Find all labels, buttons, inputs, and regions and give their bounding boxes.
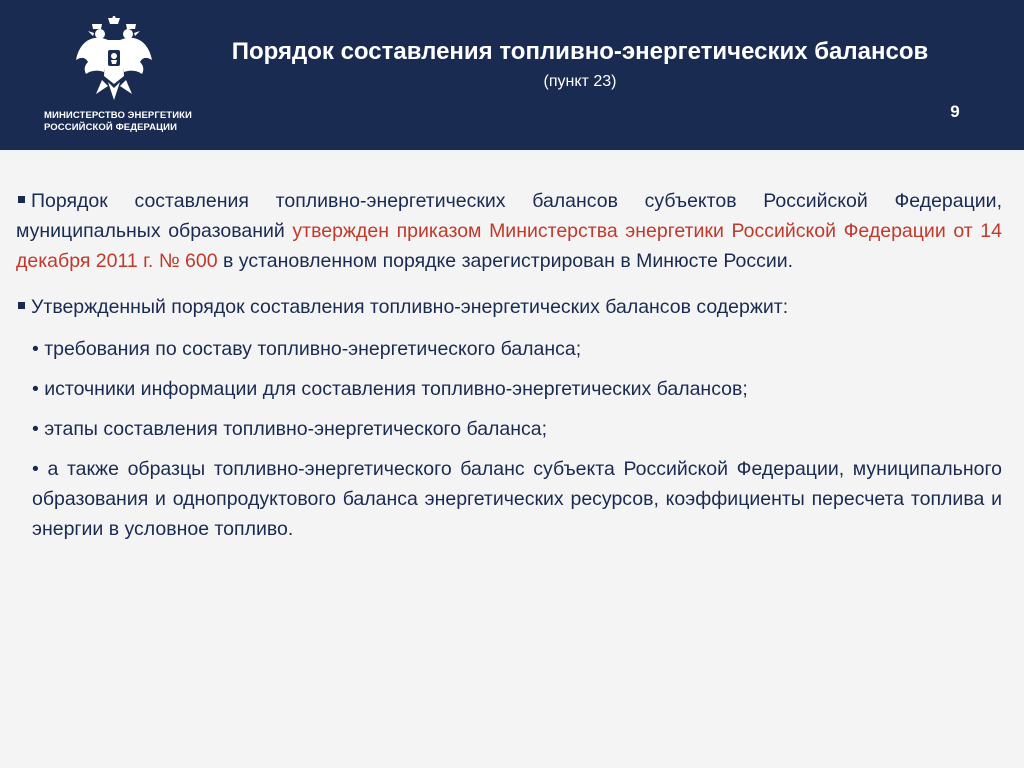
ministry-line-2: РОССИЙСКОЙ ФЕДЕРАЦИИ (44, 122, 178, 133)
list-item-text: а также образцы топливно-энергетического баланс субъекта Российской Федерации, муниципального образования и однопродуктового баланса энергетических ресурсов, коэффициенты пересчета топлива и энергии в условное топливо. (32, 458, 1002, 540)
bullet-paragraph-1 (16, 186, 1002, 276)
double-headed-eagle-icon (74, 16, 154, 104)
bullet2-text: Утвержденный порядок составления топливно-энергетических балансов содержит: (31, 296, 789, 318)
bullet1-text-a: Порядок составления топливно-энергетических балансов субъектов Российской Федерации, муниципальных образований (16, 190, 1002, 242)
bullet1-highlight: утвержден приказом Министерства энергетики Российской Федерации от 14 декабря 2011 г. № 600 (16, 220, 1002, 272)
page-title: Порядок составления топливно-энергетических балансов (231, 38, 929, 65)
ministry-line-1: МИНИСТЕРСТВО ЭНЕРГЕТИКИ (44, 110, 192, 121)
page-number: 9 (950, 102, 960, 121)
list-item: • этапы составления топливно-энергетического баланса; (32, 418, 548, 440)
page-subtitle: (пункт 23) (543, 73, 617, 90)
square-bullet-icon (18, 302, 25, 309)
list-item: • источники информации для составления топливно-энергетических балансов; (32, 378, 748, 400)
list-item: • требования по составу топливно-энергетического баланса; (32, 338, 582, 360)
list-item-text: источники информации для составления топливно-энергетических балансов; (44, 378, 748, 400)
square-bullet-icon (18, 196, 25, 203)
list-item: • а также образцы топливно-энергетического баланс субъекта Российской Федерации, муниципального образования и однопродуктового баланса энергетических ресурсов, коэффициенты пересчета топлива и энергии в условное топливо. (32, 458, 1002, 540)
list-item-text: этапы составления топливно-энергетического баланса; (44, 418, 548, 440)
bullet-paragraph-2 (16, 292, 1002, 322)
ministry-name (44, 110, 214, 134)
bullet1-text-b: в установленном порядке зарегистрирован в Минюсте России. (217, 250, 794, 272)
list-item-text: требования по составу топливно-энергетического баланса; (44, 338, 582, 360)
header-bar (0, 0, 1024, 150)
slide-body (16, 186, 1002, 554)
